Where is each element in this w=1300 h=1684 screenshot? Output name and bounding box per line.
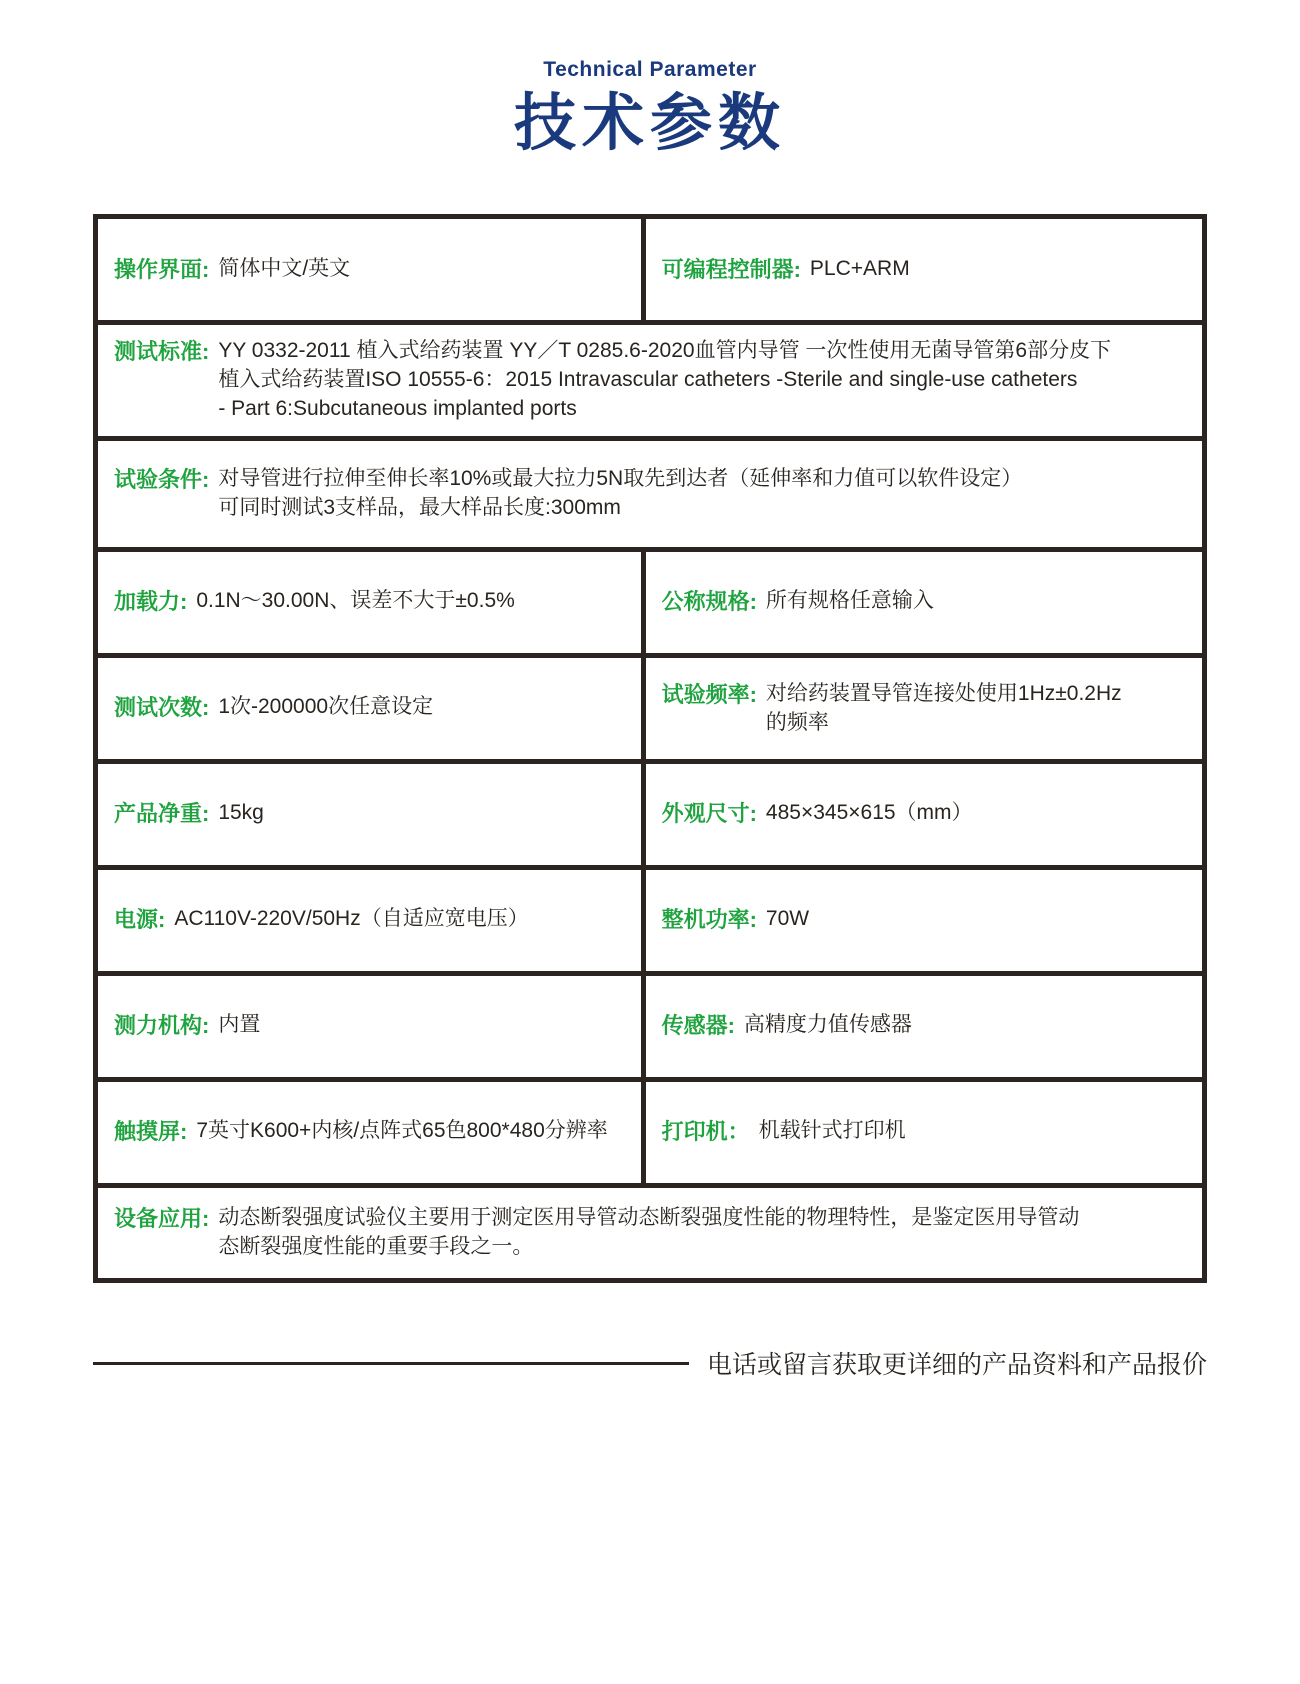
param-cell-test-condition [98,441,1202,547]
param-value: PLC+ARM [809,256,910,280]
param-value [766,680,1122,738]
param-cell-test-frequency [646,658,1202,759]
param-label: 操作界面: [114,256,210,282]
param-value [218,337,1111,424]
param-label: 传感器: [661,1013,735,1039]
table-row [98,219,1202,320]
param-cell-ui-language [98,219,646,320]
param-value: 简体中文/英文 [218,256,351,280]
table-row [98,436,1202,547]
param-cell-total-power [646,870,1202,971]
value-line: 的频率 [765,710,829,734]
footer-note: 电话或留言获取更详细的产品资料和产品报价 [706,1351,1207,1380]
page-subtitle-en: Technical Parameter [543,58,757,81]
param-label: 外观尺寸: [661,801,757,827]
param-label: 试验条件: [114,467,210,493]
page-title: 技术参数 [513,89,786,158]
table-row [98,971,1202,1077]
param-label: 试验频率: [661,681,757,707]
param-label: 打印机： [661,1119,750,1145]
param-cell-nominal-spec [646,552,1202,653]
value-line: 对给药装置导管连接处使用1Hz±0.2Hz [765,681,1122,705]
param-cell-load-force [98,552,646,653]
value-line: YY 0332-2011 植入式给药装置 YY／T 0285.6-2020血管内导管 一次性使用无菌导管第6部分皮下 [218,339,1112,363]
value-line: 对导管进行拉伸至伸长率10%或最大拉力5N取先到达者（延伸率和力值可以软件设定） [218,467,1023,491]
param-value: AC110V-220V/50Hz（自适应宽电压） [174,907,529,931]
param-value: 7英寸K600+内核/点阵式65色800*480分辨率 [196,1119,608,1143]
table-row [98,1183,1202,1278]
table-row [98,759,1202,865]
param-cell-sensor [646,976,1202,1077]
param-value: 机载针式打印机 [758,1119,906,1143]
table-row [98,1077,1202,1183]
param-cell-force-mechanism [98,976,646,1077]
param-label: 测力机构: [114,1013,210,1039]
param-label: 电源: [114,907,166,933]
param-value [218,1204,1079,1262]
table-row [98,547,1202,653]
param-value: 15kg [218,801,264,825]
param-cell-test-count [98,658,646,759]
value-line: 植入式给药装置ISO 10555-6：2015 Intravascular catheters -Sterile and single-use catheters [218,368,1078,392]
parameter-table [93,214,1207,1283]
param-label: 产品净重: [114,801,210,827]
param-value: 70W [765,907,810,931]
param-label: 整机功率: [661,907,757,933]
param-cell-controller [646,219,1202,320]
param-label: 加载力: [114,589,188,615]
table-row [98,865,1202,971]
param-cell-net-weight [98,764,646,865]
value-line: 可同时测试3支样品，最大样品长度:300mm [218,496,621,520]
value-line: 态断裂强度性能的重要手段之一。 [218,1235,534,1259]
param-value: 485×345×615（mm） [765,801,973,825]
param-value: 1次-200000次任意设定 [218,695,434,719]
param-value: 0.1N～30.00N、误差不大于±0.5% [196,589,515,613]
param-label: 测试次数: [114,695,210,721]
footer-note-row [93,1345,1207,1381]
value-line: - Part 6:Subcutaneous implanted ports [218,397,577,421]
param-label: 公称规格: [661,589,757,615]
param-cell-touch-screen [98,1082,646,1183]
divider-line [93,1362,689,1365]
param-cell-printer [646,1082,1202,1183]
param-value [218,465,1022,523]
param-cell-power-supply [98,870,646,971]
param-cell-application [98,1188,1202,1278]
value-line: 动态断裂强度试验仪主要用于测定医用导管动态断裂强度性能的物理特性，是鉴定医用导管动 [218,1206,1080,1230]
page-header [0,58,1300,158]
param-value: 内置 [218,1013,261,1037]
param-value: 高精度力值传感器 [743,1013,912,1037]
param-value: 所有规格任意输入 [765,589,934,613]
table-row [98,653,1202,759]
param-cell-test-standard [98,325,1202,436]
param-label: 设备应用: [114,1206,210,1232]
param-label: 可编程控制器: [661,256,801,282]
param-cell-dimensions [646,764,1202,865]
table-row [98,320,1202,436]
param-label: 测试标准: [114,339,210,365]
param-label: 触摸屏: [114,1119,188,1145]
